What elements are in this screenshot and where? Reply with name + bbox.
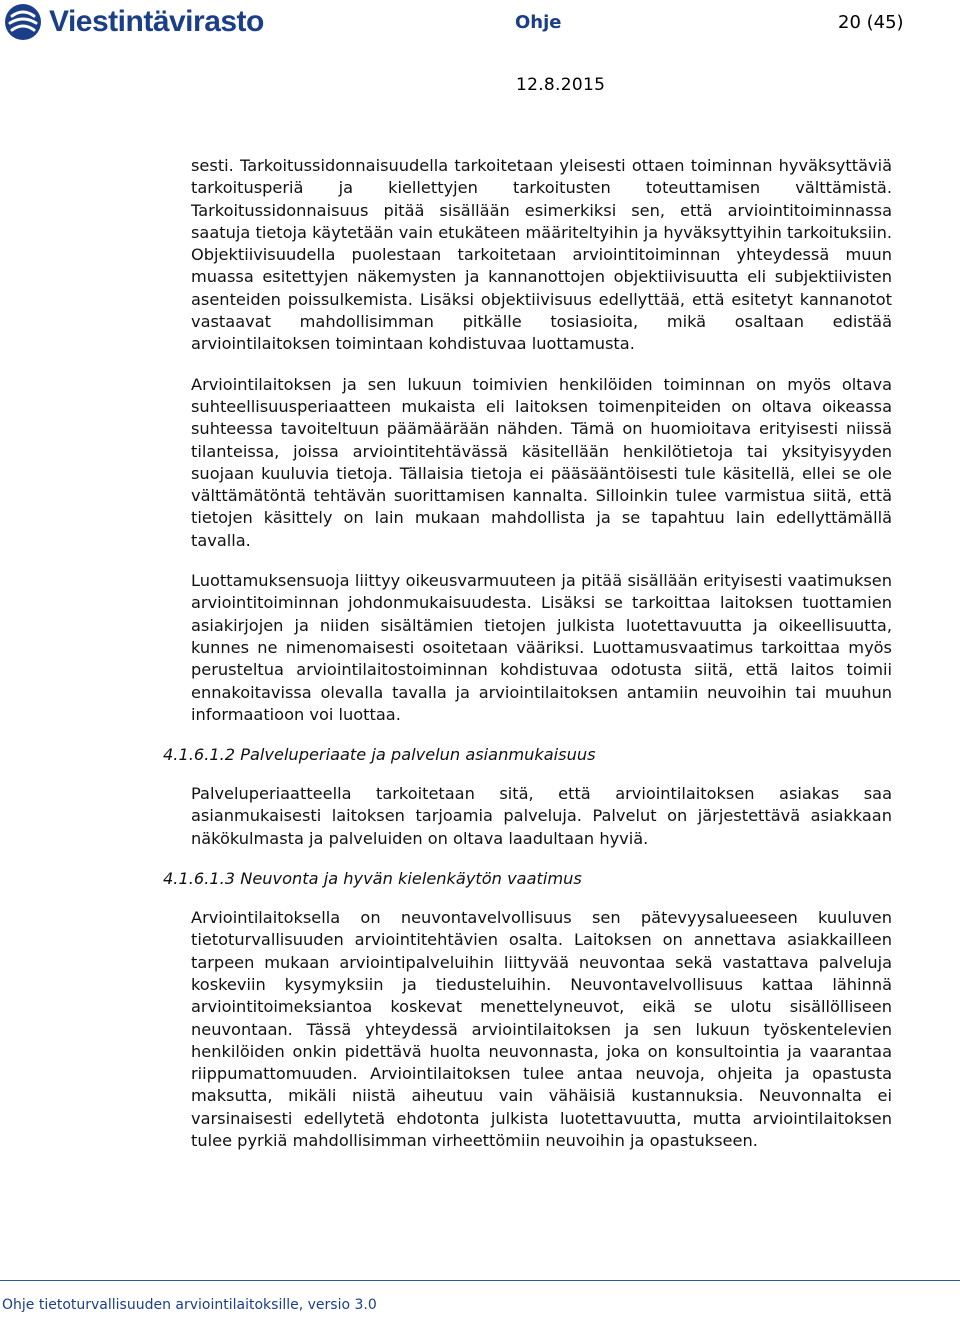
paragraph-legitimate-expectations: Luottamuksensuoja liittyy oikeusvarmuuteen ja pitää sisällään erityisesti vaatimuksen arviointitoiminnan johdonmukaisuudesta. Lisäksi se tarkoittaa laitoksen tuottamien asiakirjojen ja niiden sisältämien tietojen julkista luotettavuutta ja oikeellisuutta, kunnes ne nimenomaisesti osoitetaan vääriksi. Luottamusvaatimus tarkoittaa myös perusteltua arviointilaitostoiminnan kohdistuvaa odotusta siitä, että laitos toimii ennakoitavissa olevalla tavalla ja arviointilaitoksen antamiin neuvoihin tai muuhun informaatioon voi luottaa. [191,571,892,724]
globe-logo-icon [3,2,43,42]
logo-text: Viestintävirasto [49,5,264,38]
agency-logo [3,2,264,42]
footer-text: Ohje tietoturvallisuuden arviointilaitoksille, versio 3.0 [2,1297,377,1313]
paragraph-service-principle: Palveluperiaatteella tarkoitetaan sitä, että arviointilaitoksen asiakas saa asianmukaisesti laitoksen tarjoamia palveluja. Palvelut on järjestettävä asiakkaan näkökulmasta ja palveluiden on oltava laadultaan hyviä. [191,784,892,848]
paragraph-proportionality: Arviointilaitoksen ja sen lukuun toimivien henkilöiden toiminnan on myös oltava suhteellisuusperiaatteen mukaista eli laitoksen toimenpiteiden on oltava oikeassa suhteessa tavoiteltuun päämäärään nähden. Tämä on huomioitava erityisesti niissä tilanteissa, joissa arviointitehtävässä käsitellään henkilötietoja tai yksityisyyden suojaan kuuluvia tietoja. Tällaisia tietoja ei pääsääntöisesti tule käsitellä, ellei se ole välttämätöntä tehtävän suorittamisen kannalta. Silloinkin tulee varmistua siitä, että tietojen käsittely on lain mukaan mahdollista ja se tapahtuu lain edellyttämällä tavalla. [191,374,892,550]
section-heading-service-principle: 4.1.6.1.2 Palveluperiaate ja palvelun asianmukaisuus [163,745,596,765]
document-type: Ohje [515,12,562,33]
document-date: 12.8.2015 [516,75,606,95]
footer-divider [0,1280,960,1281]
section-heading-advice-language: 4.1.6.1.3 Neuvonta ja hyvän kielenkäytön vaatimus [163,869,582,889]
document-body [163,155,892,1152]
paragraph-advice-obligation: Arviointilaitoksella on neuvontavelvollisuus sen pätevyysalueeseen kuuluven tietoturvallisuuden arviointitehtävien osalta. Laitoksen on annettava asiakkailleen tarpeen mukaan arviointipalveluihin liittyvää neuvontaa sekä vastattava palveluja koskeviin kysymyksiin ja tiedusteluihin. Neuvontavelvollisuus kattaa lähinnä arviointitoimeksiantoa koskevat menettelyneuvot, eikä se ulotu sisällölliseen neuvontaan. Tässä yhteydessä arviointilaitoksen ja sen lukuun työskentelevien henkilöiden onkin pidettävä huolta neuvonnasta, joka on konsultointia ja vaarantaa riippumattomuuden. Arviointilaitoksen tulee antaa neuvoja, ohjeita ja opastusta maksutta, mikäli niistä aiheutuu vain vähäisiä kustannuksia. Neuvonnalta ei varsinaisesti edellytetä ehdotonta julkista luotettavuutta, mutta arviointilaitoksen tulee pyrkiä mahdollisimman virheettömiin neuvoihin ja opastukseen. [191,908,892,1150]
page-number: 20 (45) [838,12,904,33]
paragraph-purpose-objectivity: sesti. Tarkoitussidonnaisuudella tarkoitetaan yleisesti ottaen toiminnan hyväksyttäviä tarkoitusperiä ja kiellettyjen tarkoitusten toteuttamisen välttämistä. Tarkoitussidonnaisuus pitää sisällään esimerkiksi sen, että arviointitoiminnassa saatuja tietoja käytetään vain etukäteen määriteltyihin ja hyväksyttyihin tarkoituksiin. Objektiivisuudella puolestaan tarkoitetaan arviointitoiminnan yhteydessä muun muassa esitettyjen näkemysten ja kannanottojen objektiivisuutta eli subjektiivisten asenteiden poissulkemista. Lisäksi objektiivisuus edellyttää, että esitetyt kannanotot vastaavat mahdollisimman pitkälle tosiasioita, mikä osaltaan edistää arviointilaitoksen toimintaan kohdistuvaa luottamusta. [191,156,892,354]
